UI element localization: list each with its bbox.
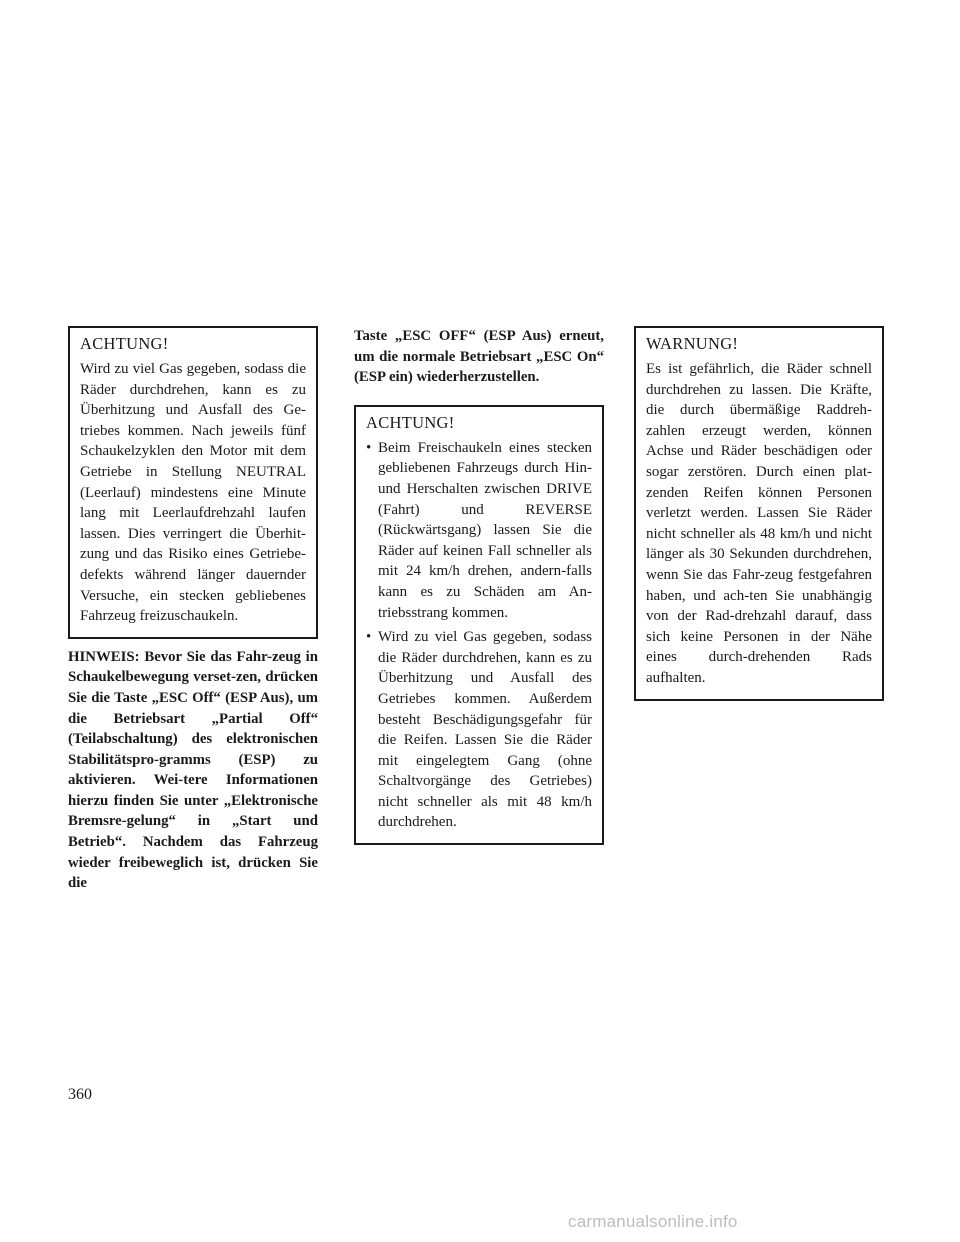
warning-text: Es ist gefährlich, die Räder schnell durchdrehen zu lassen. Die Kräfte, die durch übermäßige Raddreh-zahlen erzeugt werden, können Achse und Räder beschädigen oder sogar zerstören. Durch einen plat-zenden Reifen können Personen verletzt werden. Lassen Sie Räder nicht schneller als 48 km/h und nicht länger als 30 Sekunden durchdrehen, wenn Sie das Fahr-zeug festgefahren haben, und ach-ten Sie unabhängig von der Rad-drehzahl darauf, dass sich keine Personen in der Nähe eines durch-drehenden Rads aufhalten. (646, 361, 872, 686)
column-right (634, 326, 884, 701)
caution-box-2 (354, 405, 604, 845)
caution-box (68, 326, 318, 639)
warning-title: WARNUNG! (646, 334, 739, 353)
caution-title-2: ACHTUNG! (366, 412, 455, 432)
bullet-icon: • (366, 439, 372, 456)
caution-text: Wird zu viel Gas gegeben, sodass die Räder durchdrehen, kann es zu Überhitzung und Ausfall des Ge-triebes kommen. Nach jeweils fünf Schaukelzyklen den Motor mit dem Getriebe in Stellung NEUTRAL (Leerlauf) mindestens eine Minute lang mit Leerlaufdrehzahl laufen lassen. Dies verringert die Überhit-zung und das Risiko eines Getriebe-defekts während länger dauernder Versuche, ein stecken gebliebenes Fahrzeug freizuschaukeln. (80, 361, 306, 625)
note-continued-paragraph: Taste „ESC OFF“ (ESP Aus) erneut, um die normale Betriebsart „ESC On“ (ESP ein) wiederherzustellen. (354, 328, 604, 386)
watermark: carmanualsonline.info (568, 1212, 738, 1231)
bullet-icon: • (366, 629, 372, 646)
column-middle (354, 326, 604, 845)
caution-bullet-item: • Wird zu viel Gas gegeben, sodass die Räder durchdrehen, kann es zu Überhitzung und Ausfall des Getriebes kommen. Außerdem besteht Beschädigungsgefahr für die Reifen. Lassen Sie die Räder mit eingelegtem Gang (ohne Schaltvorgänge des Getriebes) nicht schneller als mit 48 km/h durchdrehen. (366, 629, 592, 831)
note-paragraph: HINWEIS: Bevor Sie das Fahr-zeug in Schaukelbewegung verset-zen, drücken Sie die Taste „ESC Off“ (ESP Aus), um die Betriebsart „Partial Off“ (Teilabschaltung) des elektronischen Stabilitätspro-gramms (ESP) zu aktivieren. Wei-tere Informationen hierzu finden Sie unter „Elektronische Bremsre-gelung“ in „Start und Betrieb“. Nachdem das Fahrzeug wieder freibeweglich ist, drücken Sie die (68, 648, 318, 892)
caution-title: ACHTUNG! (80, 334, 169, 353)
caution-bullet-item: • Beim Freischaukeln eines stecken gebliebenen Fahrzeugs durch Hin- und Herschalten zwischen DRIVE (Fahrt) und REVERSE (Rückwärtsgang) lassen Sie die Räder auf keinen Fall schneller als mit 24 km/h drehen, andern-falls kann es zu Schäden am An-triebsstrang kommen. (366, 439, 592, 621)
warning-box (634, 326, 884, 701)
page-number: 360 (68, 1086, 92, 1103)
column-left (68, 326, 318, 894)
caution-bullet-list (366, 438, 592, 833)
